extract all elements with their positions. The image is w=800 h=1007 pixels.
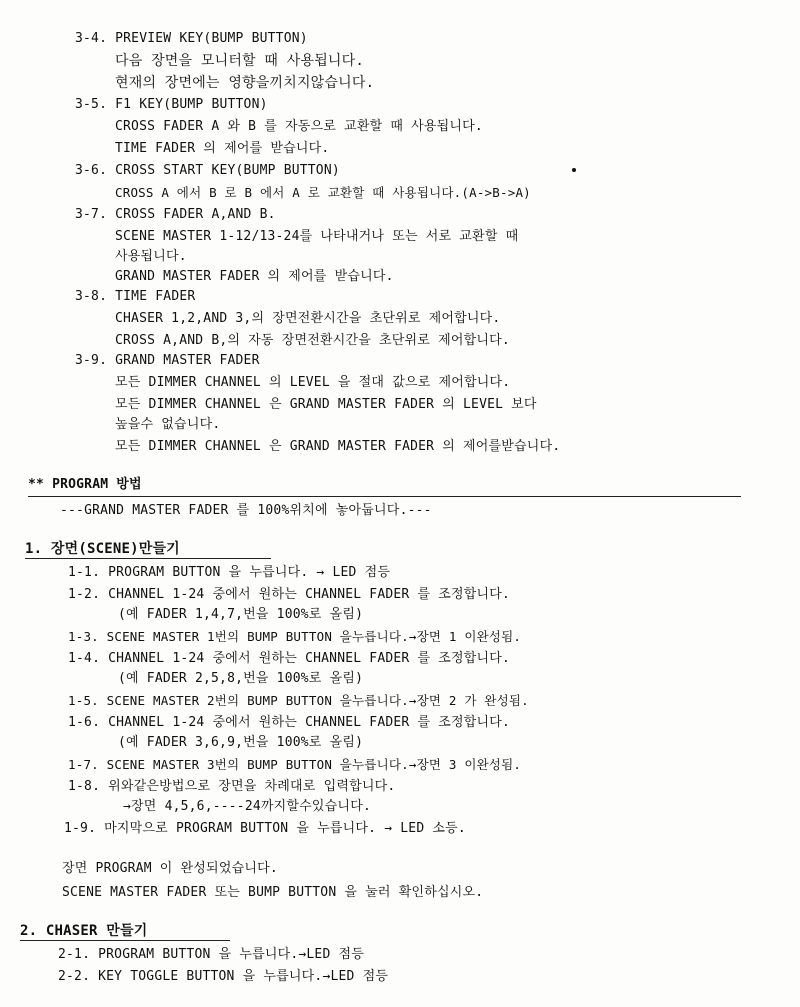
scene-complete-note: 장면 PROGRAM 이 완성되었습니다. bbox=[62, 861, 278, 876]
program-method-heading: ** PROGRAM 방법 bbox=[28, 477, 142, 492]
item-3-9-line-1: 모든 DIMMER CHANNEL 의 LEVEL 을 절대 값으로 제어합니다. bbox=[115, 375, 511, 390]
item-3-9-line-4: 모든 DIMMER CHANNEL 은 GRAND MASTER FADER 의 제어를받습니다. bbox=[115, 439, 561, 454]
section-1-heading: 1. 장면(SCENE)만들기 bbox=[25, 541, 180, 557]
program-method-note: ---GRAND MASTER FADER 를 100%위치에 놓아둡니다.--- bbox=[60, 503, 432, 518]
step-2-1: 2-1. PROGRAM BUTTON 을 누릅니다.→LED 점등 bbox=[58, 947, 365, 962]
scene-confirm-note: SCENE MASTER FADER 또는 BUMP BUTTON 을 눌러 확인하십시오. bbox=[62, 885, 484, 900]
section-1-underline bbox=[25, 558, 271, 559]
step-1-6: 1-6. CHANNEL 1-24 중에서 원하는 CHANNEL FADER 를 조정합니다. bbox=[68, 715, 511, 730]
item-3-8-heading: 3-8. TIME FADER bbox=[75, 289, 196, 304]
item-3-4-heading: 3-4. PREVIEW KEY(BUMP BUTTON) bbox=[75, 31, 308, 46]
item-3-9-heading: 3-9. GRAND MASTER FADER bbox=[75, 353, 260, 368]
step-1-8-continued: →장면 4,5,6,----24까지할수있습니다. bbox=[123, 799, 371, 814]
step-1-1: 1-1. PROGRAM BUTTON 을 누릅니다. → LED 점등 bbox=[68, 565, 391, 580]
item-3-4-line-2: 현재의 장면에는 영향을끼치지않습니다. bbox=[115, 75, 375, 91]
section-2-heading: 2. CHASER 만들기 bbox=[20, 923, 148, 939]
item-3-6-line-1: CROSS A 에서 B 로 B 에서 A 로 교환할 때 사용됩니다.(A->B->A) bbox=[115, 185, 531, 200]
item-3-4-line-1: 다음 장면을 모니터할 때 사용됩니다. bbox=[115, 53, 365, 69]
step-1-7: 1-7. SCENE MASTER 3번의 BUMP BUTTON 을누릅니다.→장면 3 이완성됨. bbox=[68, 757, 522, 772]
item-3-8-line-1: CHASER 1,2,AND 3,의 장면전환시간을 초단위로 제어합니다. bbox=[115, 311, 501, 326]
item-3-9-line-3: 높을수 없습니다. bbox=[115, 417, 221, 432]
item-3-7-heading: 3-7. CROSS FADER A,AND B. bbox=[75, 207, 276, 222]
item-3-5-heading: 3-5. F1 KEY(BUMP BUTTON) bbox=[75, 97, 268, 112]
item-3-7-line-3: GRAND MASTER FADER 의 제어를 받습니다. bbox=[115, 269, 394, 284]
program-method-underline bbox=[28, 496, 741, 497]
step-1-6-example: (예 FADER 3,6,9,번을 100%로 올림) bbox=[118, 735, 364, 750]
step-1-3: 1-3. SCENE MASTER 1번의 BUMP BUTTON 을누릅니다.→장면 1 이완성됨. bbox=[68, 629, 522, 644]
scan-speck bbox=[572, 168, 576, 172]
step-2-2: 2-2. KEY TOGGLE BUTTON 을 누릅니다.→LED 점등 bbox=[58, 969, 389, 984]
step-1-9: 1-9. 마지막으로 PROGRAM BUTTON 을 누릅니다. → LED 소등. bbox=[64, 821, 466, 836]
item-3-9-line-2: 모든 DIMMER CHANNEL 은 GRAND MASTER FADER 의 LEVEL 보다 bbox=[115, 397, 537, 412]
step-1-4-example: (예 FADER 2,5,8,번을 100%로 올림) bbox=[118, 671, 364, 686]
item-3-5-line-1: CROSS FADER A 와 B 를 자동으로 교환할 때 사용됩니다. bbox=[115, 119, 483, 134]
item-3-8-line-2: CROSS A,AND B,의 자동 장면전환시간을 초단위로 제어합니다. bbox=[115, 333, 510, 348]
step-1-4: 1-4. CHANNEL 1-24 중에서 원하는 CHANNEL FADER 를 조정합니다. bbox=[68, 651, 511, 666]
section-2-underline bbox=[20, 940, 230, 941]
item-3-5-line-2: TIME FADER 의 제어를 받습니다. bbox=[115, 141, 330, 156]
step-1-2: 1-2. CHANNEL 1-24 중에서 원하는 CHANNEL FADER 를 조정합니다. bbox=[68, 587, 511, 602]
step-1-8: 1-8. 위와같은방법으로 장면을 차례대로 입력합니다. bbox=[68, 779, 396, 794]
step-1-5: 1-5. SCENE MASTER 2번의 BUMP BUTTON 을누릅니다.→장면 2 가 완성됨. bbox=[68, 693, 529, 708]
step-1-2-example: (예 FADER 1,4,7,번을 100%로 올림) bbox=[118, 607, 364, 622]
item-3-6-heading: 3-6. CROSS START KEY(BUMP BUTTON) bbox=[75, 163, 340, 178]
item-3-7-line-2: 사용됩니다. bbox=[115, 249, 187, 264]
item-3-7-line-1: SCENE MASTER 1-12/13-24를 나타내거나 또는 서로 교환할 때 bbox=[115, 229, 519, 244]
